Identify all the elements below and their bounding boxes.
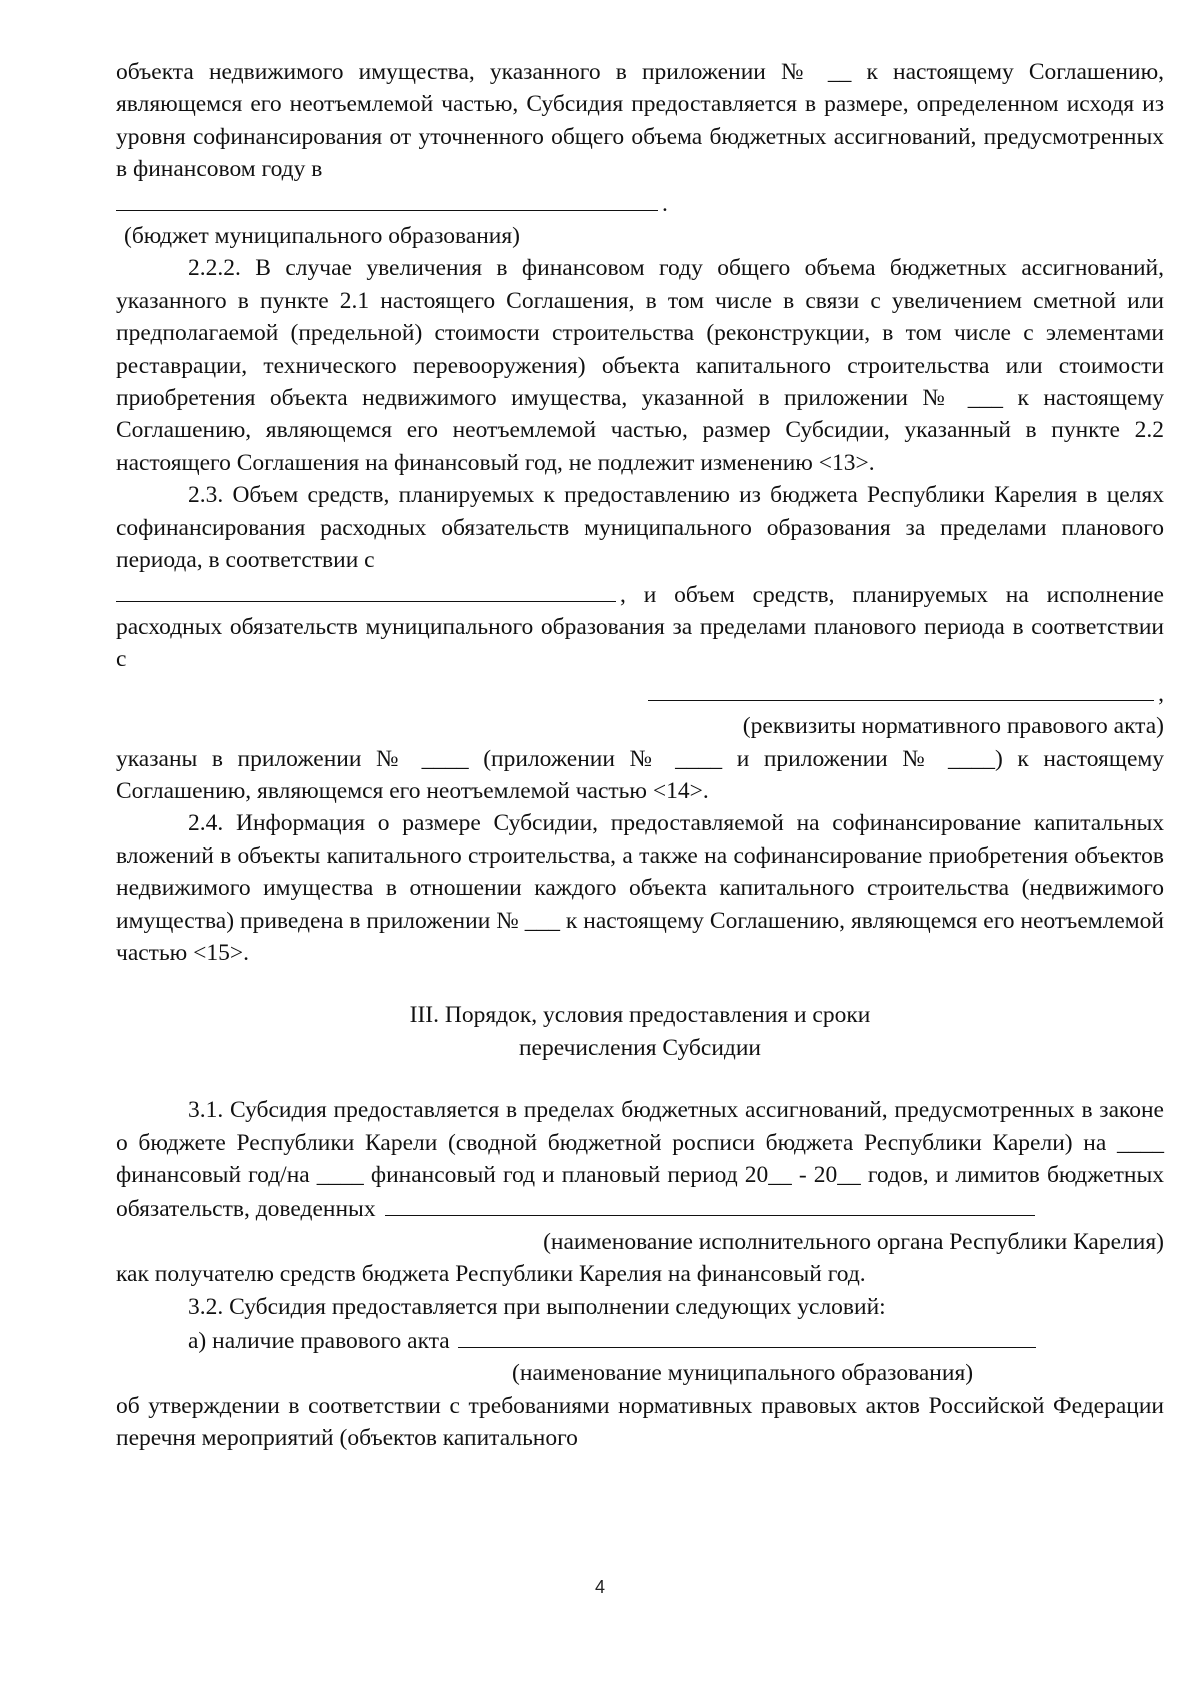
paragraph-text: об утверждении в соответствии с требованиями нормативных правовых актов Российской Федерации перечня мероприятий (объектов капитального	[116, 1392, 1164, 1452]
paragraph-2-3-blank	[116, 577, 1164, 676]
blank-field	[385, 1191, 1035, 1216]
paragraph-3-1-tail	[116, 1258, 1164, 1290]
paragraph-text: как получателю средств бюджета Республики Карелия на финансовый год.	[116, 1261, 866, 1288]
paragraph-text: объекта недвижимого имущества, указанного в приложении № __ к настоящему Соглашению, являющемся его неотъемлемой частью, Субсидия предоставляется в размере, определенном исходя из уровня софинансирования от уточненного общего объема бюджетных ассигнований, предусмотренных в финансовом году в	[116, 59, 1164, 183]
paragraph-2-4	[116, 807, 1164, 969]
document-body	[116, 56, 1164, 1455]
comma-mark: ,	[1158, 680, 1164, 707]
blank-field	[116, 186, 658, 211]
paragraph-3-2	[116, 1291, 1164, 1323]
paragraph-text: 3.1. Субсидия предоставляется в пределах бюджетных ассигнований, предусмотренных в законе о бюджете Республики Карели (сводной бюджетной росписи бюджета Республики Карели) на ____ финансовый год/на ____ финансовый год и плановый период 20__ - 20__ годов, и лимитов бюджетных обязательств, доведенных	[116, 1097, 1164, 1223]
paragraph-text: 2.3. Объем средств, планируемых к предоставлению из бюджета Республики Карелия в целях софинансирования расходных обязательств муниципального образования за пределами планового периода, в соответствии с	[116, 482, 1164, 574]
paragraph-2-3-end	[116, 676, 1164, 710]
section-heading	[116, 999, 1164, 1064]
blank-field	[458, 1323, 1036, 1348]
paragraph-3-1	[116, 1094, 1164, 1226]
page-number: 4	[594, 1577, 605, 1597]
paragraph-approval	[116, 1390, 1164, 1455]
paragraph-2-3	[116, 479, 1164, 576]
caption-budget	[116, 220, 1164, 252]
caption-legal-act	[116, 710, 1164, 742]
caption-text: (бюджет муниципального образования)	[124, 223, 520, 250]
budget-blank-line	[116, 186, 1164, 220]
caption-text: (наименование муниципального образования)	[512, 1360, 974, 1387]
paragraph-text: 2.4. Информация о размере Субсидии, предоставляемой на софинансирование капитальных вложений в объекты капитального строительства, а также на софинансирование приобретения объектов недвижимого имущества в отношении каждого объекта капитального строительства (недвижимого имущества) приведена в приложении № ___ к настоящему Соглашению, являющемся его неотъемлемой частью <15>.	[116, 810, 1164, 966]
paragraph-text: указаны в приложении № ____ (приложении № ____ и приложении № ____) к настоящему Соглашению, являющемся его неотъемлемой частью <14>.	[116, 745, 1164, 804]
paragraph-2-3-tail	[116, 743, 1164, 808]
caption-text: (реквизиты нормативного правового акта)	[742, 713, 1164, 740]
blank-field	[116, 577, 616, 602]
paragraph-2-2-2	[116, 252, 1164, 479]
period-mark: .	[662, 190, 668, 217]
section-title-line-1: III. Порядок, условия предоставления и сроки	[409, 1002, 871, 1029]
caption-municipality	[116, 1357, 1164, 1389]
caption-executive-body	[116, 1226, 1164, 1258]
blank-field	[648, 676, 1154, 701]
caption-text: (наименование исполнительного органа Республики Карелия)	[543, 1228, 1164, 1255]
section-title-line-2: перечисления Субсидии	[518, 1034, 762, 1061]
paragraph-text: 2.2.2. В случае увеличения в финансовом году общего объема бюджетных ассигнований, указанного в пункте 2.1 настоящего Соглашения, в том числе в связи с увеличением сметной или предполагаемой (предельной) стоимости строительства (реконструкции, в том числе с элементами реставрации, технического перевооружения) объекта капитального строительства или стоимости приобретения объекта недвижимого имущества, указанной в приложении № ___ к настоящему Соглашению, являющемся его неотъемлемой частью, размер Субсидии, указанный в пункте 2.2 настоящего Соглашения на финансовый год, не подлежит изменению <13>.	[116, 255, 1164, 476]
paragraph-text: 3.2. Субсидия предоставляется при выполнении следующих условий:	[188, 1293, 886, 1320]
paragraph-3-2-a	[116, 1323, 1164, 1357]
paragraph-text: , и объем средств, планируемых на исполнение расходных обязательств муниципального образования за пределами планового периода в соответствии с	[116, 581, 1164, 673]
paragraph-text: а) наличие правового акта	[188, 1328, 450, 1355]
paragraph-object-property	[116, 56, 1164, 186]
